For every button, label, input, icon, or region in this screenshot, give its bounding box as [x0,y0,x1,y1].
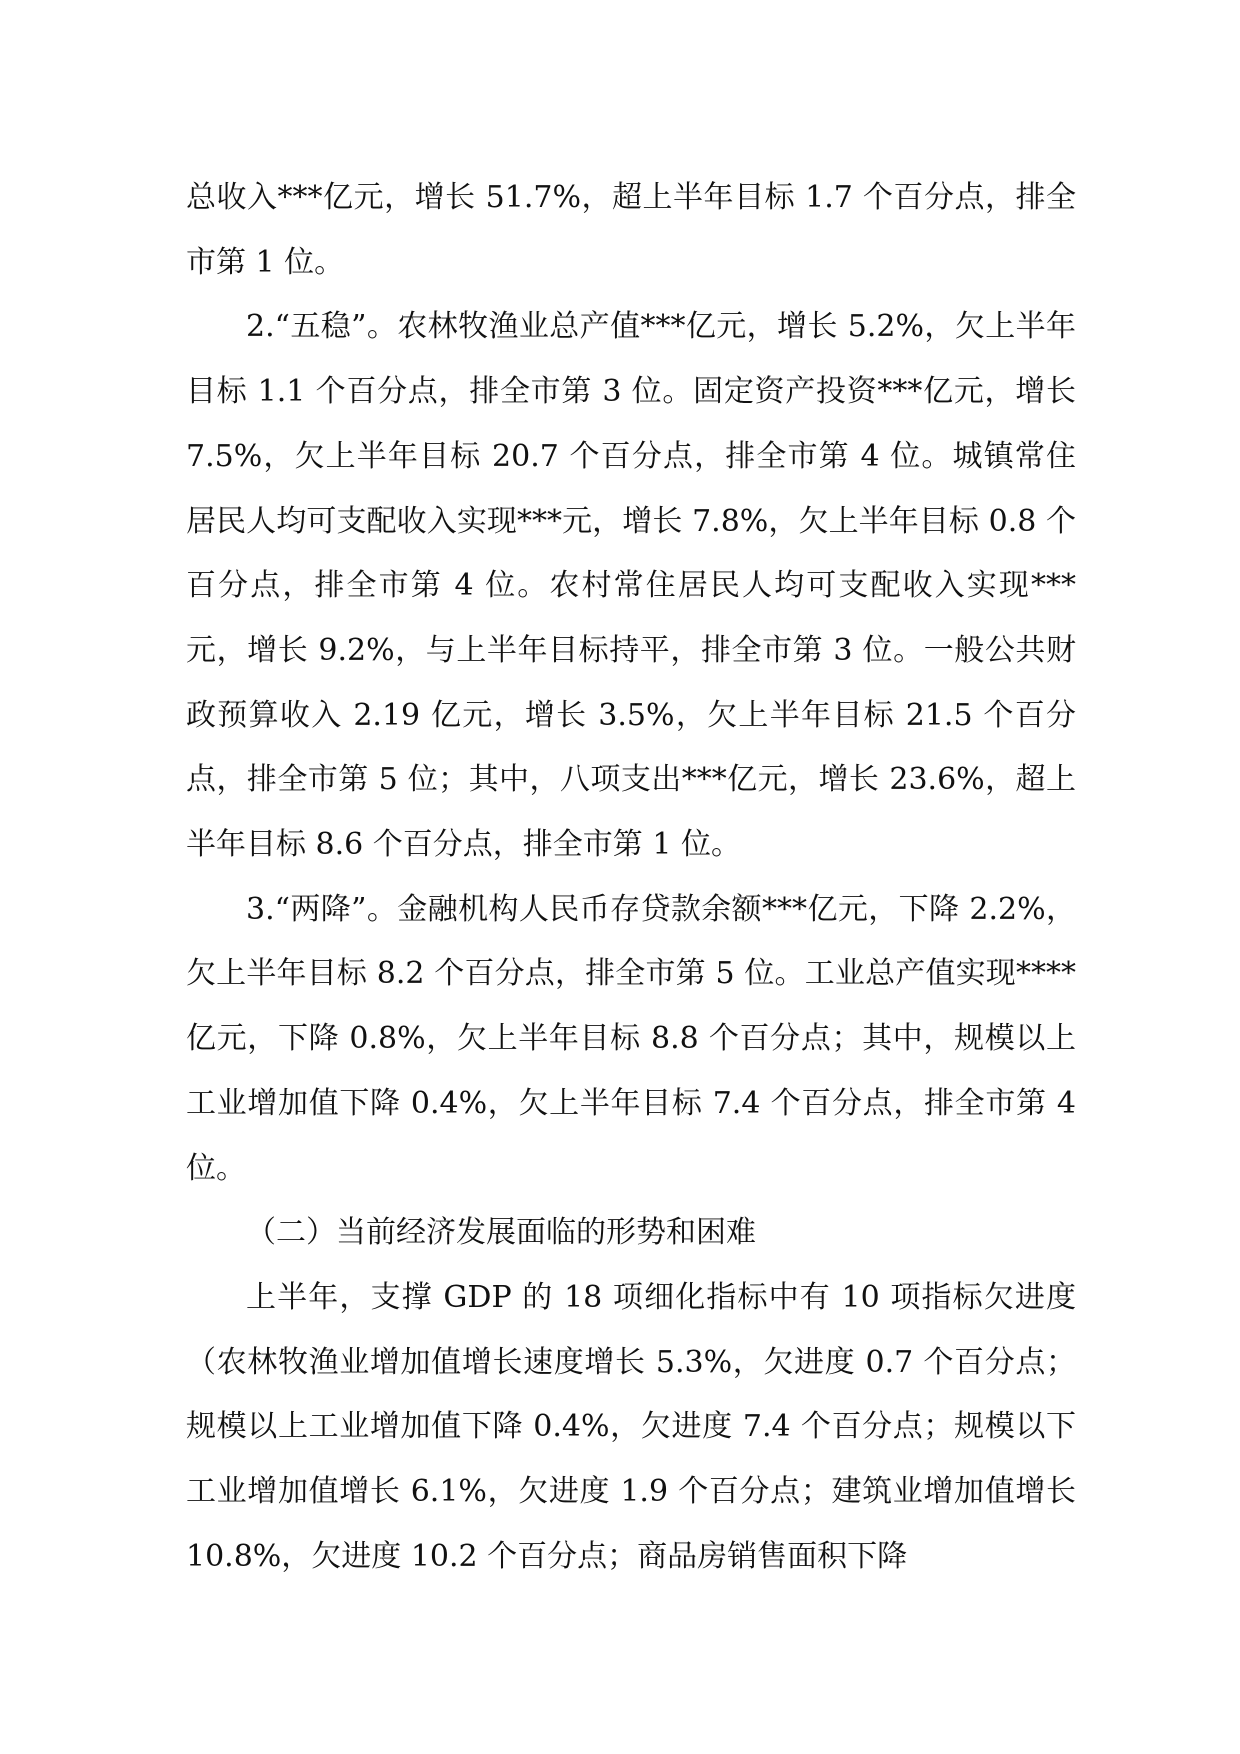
paragraph-gdp-indicators: 上半年，支撑 GDP 的 18 项细化指标中有 10 项指标欠进度（农林牧渔业增加值增长速度增长 5.3%，欠进度 0.7 个百分点；规模以上工业增加值下降 0.4%，欠进度 7.4 个百分点；规模以下工业增加值增长 6.1%，欠进度 1.9 个百分点；建筑业增加值增长 10.8%，欠进度 10.2 个百分点；商品房销售面积下降 [186,1279,1076,1574]
paragraph-two-declines: 3.“两降”。金融机构人民币存贷款余额***亿元，下降 2.2%，欠上半年目标 8.2 个百分点，排全市第 5 位。工业总产值实现****亿元，下降 0.8%，欠上半年目标 8.8 个百分点；其中，规模以上工业增加值下降 0.4%，欠上半年目标 7.4 个百分点，排全市第 4 位。 [186,891,1076,1186]
paragraph-revenue-continuation: 总收入***亿元，增长 51.7%，超上半年目标 1.7 个百分点，排全市第 1 位。 [186,180,1076,280]
document-page [186,166,1076,1589]
section-heading-current-situation: （二）当前经济发展面临的形势和困难 [246,1215,756,1251]
paragraph-five-stable: 2.“五稳”。农林牧渔业总产值***亿元，增长 5.2%，欠上半年目标 1.1 个百分点，排全市第 3 位。固定资产投资***亿元，增长 7.5%，欠上半年目标 20.7 个百分点，排全市第 4 位。城镇常住居民人均可支配收入实现***元，增长 7.8%，欠上半年目标 0.8 个百分点，排全市第 4 位。农村常住居民人均可支配收入实现***元，增长 9.2%，与上半年目标持平，排全市第 3 位。一般公共财政预算收入 2.19 亿元，增长 3.5%，欠上半年目标 21.5 个百分点，排全市第 5 位；其中，八项支出***亿元，增长 23.6%，超上半年目标 8.6 个百分点，排全市第 1 位。 [186,309,1076,863]
